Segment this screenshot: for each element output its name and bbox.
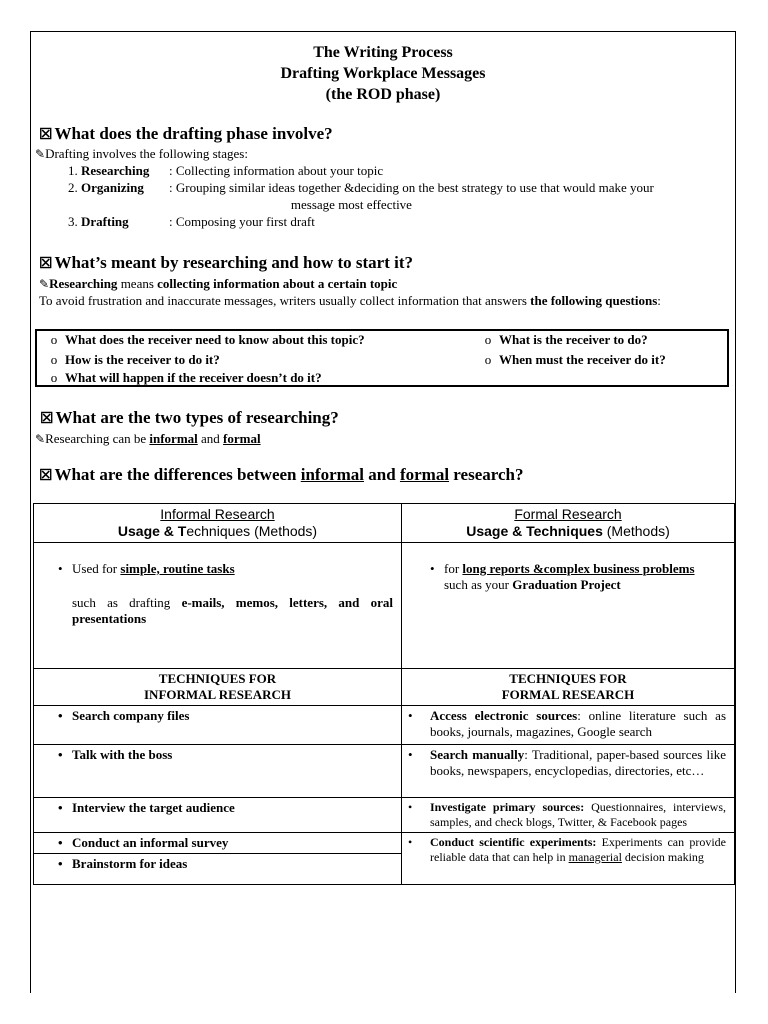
stage-item: 2. Organizing : Grouping similar ideas together &deciding on the best strategy to use that would make your message most effective <box>81 179 741 213</box>
questions-box <box>35 329 729 387</box>
table-row <box>34 798 735 833</box>
comparison-table <box>33 503 735 885</box>
formal-techniques-heading: TECHNIQUES FOR FORMAL RESEARCH <box>402 669 735 706</box>
table-row <box>34 833 735 854</box>
question-item: o When must the receiver do it? <box>484 352 666 367</box>
document-page <box>30 31 736 993</box>
section-2-heading: ☒ What’s meant by researching and how to start it? <box>39 253 414 272</box>
question-item: o How is the receiver to do it? <box>50 352 220 367</box>
title-line-2: Drafting Workplace Messages <box>280 65 486 82</box>
table-row <box>34 669 735 706</box>
stages-list <box>55 162 741 230</box>
section-1-intro: ✎Drafting involves the following stages: <box>35 146 248 161</box>
informal-technique-cell: • Search company files <box>34 706 402 745</box>
table-header-row <box>34 504 735 543</box>
title-line-3: (the ROD phase) <box>325 86 441 103</box>
question-item: o What does the receiver need to know about this topic? <box>50 332 365 347</box>
section-1-heading: ☒ What does the drafting phase involve? <box>39 124 333 143</box>
document-title <box>31 42 735 105</box>
formal-usage-cell: • for long reports &complex business problems such as your Graduation Project <box>402 543 735 669</box>
informal-techniques-heading: TECHNIQUES FOR INFORMAL RESEARCH <box>34 669 402 706</box>
section-3-heading: ☒ What are the two types of researching? <box>40 408 339 427</box>
informal-usage-cell: • Used for simple, routine tasks such as drafting e-mails, memos, letters, and oral presentations <box>34 543 402 669</box>
formal-technique-cell: • Access electronic sources: online literature such as books, journals, magazines, Google search <box>402 706 735 745</box>
checkbox-icon: ☒ <box>39 256 53 272</box>
stage-item: 1. Researching : Collecting information about your topic <box>81 162 741 179</box>
pen-icon: ✎ <box>35 147 46 161</box>
checkbox-icon: ☒ <box>39 468 53 484</box>
title-line-1: The Writing Process <box>313 44 453 61</box>
informal-technique-cell: • Conduct an informal survey <box>34 833 402 854</box>
researching-paragraph: To avoid frustration and inaccurate messages, writers usually collect information that answers the following questions: <box>39 293 661 308</box>
table-row <box>34 745 735 798</box>
research-types-line: ✎Researching can be informal and formal <box>35 431 261 446</box>
formal-technique-cell: • Conduct scientific experiments: Experiments can provide reliable data that can help in managerial decision making <box>402 833 735 885</box>
informal-technique-cell: • Brainstorm for ideas <box>34 854 402 885</box>
checkbox-icon: ☒ <box>40 411 54 427</box>
section-4-heading: ☒ What are the differences between informal and formal research? <box>39 465 524 484</box>
pen-icon: ✎ <box>35 432 46 446</box>
table-row <box>34 706 735 745</box>
question-item: o What is the receiver to do? <box>484 332 648 347</box>
formal-technique-cell: • Investigate primary sources: Questionnaires, interviews, samples, and check blogs, Twitter, & Facebook pages <box>402 798 735 833</box>
question-item: o What will happen if the receiver doesn’t do it? <box>50 370 322 385</box>
informal-technique-cell: • Interview the target audience <box>34 798 402 833</box>
stage-item: 3. Drafting : Composing your first draft <box>81 213 741 230</box>
informal-header-cell: Informal Research Usage & Techniques (Methods) <box>34 504 402 543</box>
informal-technique-cell: • Talk with the boss <box>34 745 402 798</box>
formal-header-cell: Formal Research Usage & Techniques (Methods) <box>402 504 735 543</box>
table-row <box>34 543 735 669</box>
pen-icon: ✎ <box>39 277 50 291</box>
formal-technique-cell: • Search manually: Traditional, paper-based sources like books, newspapers, encyclopedias, directories, etc… <box>402 745 735 798</box>
checkbox-icon: ☒ <box>39 127 53 143</box>
researching-definition: ✎Researching means collecting information about a certain topic <box>39 276 398 291</box>
